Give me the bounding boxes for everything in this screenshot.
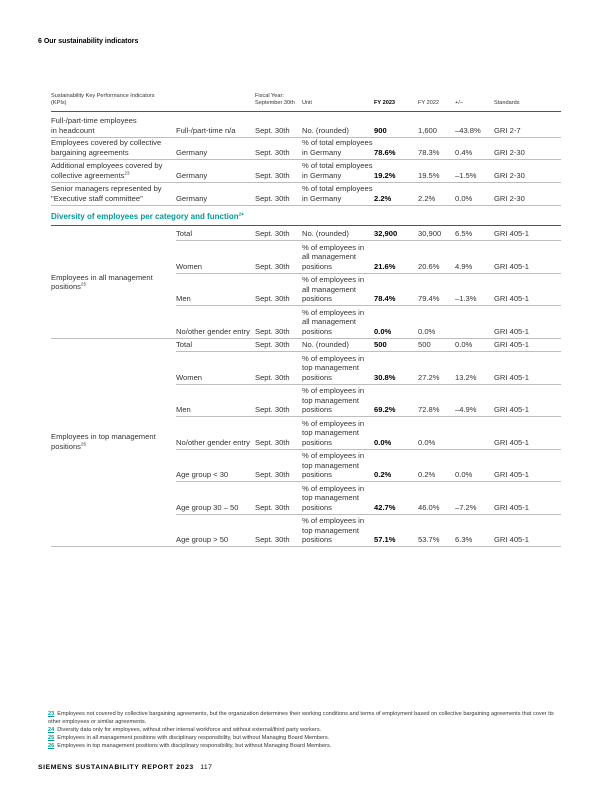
- category-cell: Germany: [176, 170, 208, 180]
- footnote-text: Employees in all management positions with disciplinary responsibility, but without Managing Board Members.: [57, 735, 330, 741]
- footnote-number: 23: [48, 711, 55, 717]
- row-divider: [176, 240, 561, 241]
- text-line: all management: [302, 252, 357, 261]
- group-label-text: Employees in top management positions: [51, 432, 156, 451]
- text-line: Fiscal Year:: [255, 93, 284, 99]
- footnote-text: Diversity data only for employees, without other internal workforce and without external/third party workers.: [57, 727, 322, 733]
- fy2022-value: 30,900: [418, 229, 442, 238]
- change-value: 0.0%: [455, 340, 473, 349]
- fy2022-value: 19.5%: [418, 170, 440, 180]
- change-value: –1.3%: [455, 294, 477, 303]
- change-value: 0.4%: [455, 147, 473, 157]
- standard-cell: GRI 405-1: [494, 229, 530, 238]
- diversity-section-title: [51, 212, 244, 221]
- group-divider: [51, 338, 561, 339]
- text-line: % of employees in: [302, 242, 365, 252]
- text-line: positions: [302, 502, 332, 512]
- text-line: Additional employees covered by: [51, 161, 163, 170]
- fy2023-value: 78.6%: [374, 147, 396, 157]
- standard-cell: GRI 405-1: [494, 261, 530, 271]
- footnote-ref: 24: [238, 211, 244, 217]
- text-line: % of employees in: [302, 418, 365, 428]
- text-line: September 30th: [255, 100, 295, 106]
- category-cell: Total: [176, 229, 193, 238]
- category-cell: Germany: [176, 147, 208, 157]
- footnote-ref: 23: [124, 169, 130, 175]
- category-cell: Germany: [176, 193, 208, 203]
- fy2022-value: 2.2%: [418, 193, 436, 203]
- standards-header: Standards: [494, 100, 520, 106]
- unit-cell: [302, 451, 364, 480]
- text-line: top management: [302, 460, 359, 470]
- standard-cell: GRI 405-1: [494, 405, 530, 414]
- row-divider: [176, 449, 561, 450]
- standard-cell: GRI 2-30: [494, 193, 525, 203]
- standard-cell: GRI 405-1: [494, 340, 530, 349]
- category-cell: No/other gender entry: [176, 326, 250, 336]
- group-divider: [51, 546, 561, 547]
- fy2022-value: 72.8%: [418, 405, 440, 414]
- date-cell: Sept. 30th: [255, 405, 290, 414]
- date-cell: Sept. 30th: [255, 502, 290, 512]
- kpi-label: [51, 116, 137, 135]
- change-value: –43.8%: [455, 125, 481, 135]
- fy2022-value: 0.2%: [418, 470, 436, 479]
- fy2023-value: 0.2%: [374, 470, 392, 479]
- footer: [38, 764, 212, 771]
- unit-cell: [302, 308, 364, 337]
- fy2022-value: 27.2%: [418, 372, 440, 382]
- fy2022-value: 20.6%: [418, 261, 440, 271]
- date-cell: Sept. 30th: [255, 147, 290, 157]
- date-cell: Sept. 30th: [255, 326, 290, 336]
- standard-cell: GRI 405-1: [494, 535, 530, 544]
- text-line: collective agreements: [51, 170, 125, 180]
- unit-cell: [302, 138, 373, 157]
- fy2023-value: 500: [374, 340, 387, 349]
- category-cell: Men: [176, 405, 191, 414]
- date-cell: Sept. 30th: [255, 437, 290, 447]
- date-cell: Sept. 30th: [255, 535, 290, 544]
- text-line: top management: [302, 493, 359, 502]
- category-cell: Full-/part-time n/a: [176, 125, 236, 135]
- unit-header: Unit: [302, 100, 312, 106]
- fy2023-value: 21.6%: [374, 261, 396, 271]
- date-cell: Sept. 30th: [255, 193, 290, 203]
- date-cell: Sept. 30th: [255, 372, 290, 382]
- category-cell: Age group > 50: [176, 535, 229, 544]
- group-label-text: Employees in all management positions: [51, 272, 153, 291]
- category-cell: Age group 30 – 50: [176, 502, 239, 512]
- change-value: 0.0%: [455, 193, 473, 203]
- header-divider: [51, 111, 561, 112]
- change-value: 4.9%: [455, 261, 473, 271]
- text-line: % of employees in: [302, 353, 365, 363]
- fy2023-value: 2.2%: [374, 193, 392, 203]
- fy2022-value: 79.4%: [418, 294, 440, 303]
- text-line: in Germany: [302, 147, 342, 157]
- page-number: 117: [200, 764, 213, 771]
- text-line: positions: [302, 405, 332, 414]
- date-cell: Sept. 30th: [255, 261, 290, 271]
- text-line: in Germany: [302, 193, 342, 203]
- diversity-title-text: Diversity of employees per category and function: [51, 212, 239, 221]
- text-line: Employees covered by collective: [51, 138, 162, 147]
- unit-cell: [302, 516, 364, 545]
- text-line: "Executive staff committee": [51, 193, 143, 203]
- standard-cell: GRI 2-30: [494, 170, 525, 180]
- unit-cell: [302, 184, 373, 203]
- fy2023-value: 30.8%: [374, 372, 396, 382]
- fy2022-value: 0.0%: [418, 437, 436, 447]
- fy2022-value: 78.3%: [418, 147, 440, 157]
- change-value: 0.0%: [455, 470, 473, 479]
- fy2022-value: 46.0%: [418, 502, 440, 512]
- text-line: top management: [302, 428, 359, 437]
- standard-cell: GRI 405-1: [494, 437, 530, 447]
- footnote: [48, 727, 568, 735]
- standard-cell: GRI 405-1: [494, 326, 530, 336]
- footnote-number: 26: [48, 743, 55, 749]
- group-label: [51, 432, 169, 451]
- footnote: [48, 735, 568, 743]
- standard-cell: GRI 405-1: [494, 470, 530, 479]
- unit-cell: [302, 484, 364, 513]
- fy2023-value: 0.0%: [374, 326, 392, 336]
- fy2022-value: 1,600: [418, 125, 438, 135]
- text-line: top management: [302, 525, 359, 535]
- fiscal-year-header: [255, 93, 295, 107]
- unit-cell: [302, 161, 373, 180]
- text-line: positions: [302, 470, 332, 479]
- section-title: 6 Our sustainability indicators: [38, 38, 139, 45]
- row-divider: [51, 159, 561, 160]
- text-line: top management: [302, 395, 359, 405]
- unit-cell: [302, 243, 364, 272]
- footnote-ref: 26: [80, 441, 86, 447]
- change-value: –1.5%: [455, 170, 477, 180]
- change-value: 13.2%: [455, 372, 477, 382]
- category-cell: Age group < 30: [176, 470, 229, 479]
- unit-cell: [302, 126, 349, 136]
- standard-cell: GRI 405-1: [494, 502, 530, 512]
- change-value: 6.3%: [455, 535, 473, 544]
- unit-cell: [302, 340, 349, 350]
- text-line: No. (rounded): [302, 125, 349, 135]
- text-line: positions: [302, 535, 332, 544]
- standard-cell: GRI 2-30: [494, 147, 525, 157]
- group-label: [51, 273, 169, 292]
- footnote: [48, 711, 568, 726]
- text-line: Senior managers represented by: [51, 184, 162, 193]
- text-line: positions: [302, 326, 332, 336]
- text-line: positions: [302, 294, 332, 303]
- footnote-number: 24: [48, 727, 55, 733]
- unit-cell: [302, 275, 364, 304]
- text-line: Sustainability Key Performance Indicators: [51, 93, 155, 99]
- row-divider: [176, 273, 561, 274]
- date-cell: Sept. 30th: [255, 170, 290, 180]
- row-divider: [176, 351, 561, 352]
- category-cell: Women: [176, 261, 203, 271]
- row-divider: [176, 514, 561, 515]
- footnote-text: Employees in top management positions with disciplinary responsibility, but without Managing Board Members.: [57, 743, 332, 749]
- category-cell: Men: [176, 294, 191, 303]
- text-line: in headcount: [51, 125, 95, 135]
- text-line: in Germany: [302, 170, 342, 180]
- fy2022-value: 53.7%: [418, 535, 440, 544]
- fy2022-value: 500: [418, 340, 431, 349]
- text-line: % of total employees: [302, 184, 373, 193]
- text-line: % of employees in: [302, 307, 365, 317]
- text-line: % of total employees: [302, 138, 373, 147]
- date-cell: Sept. 30th: [255, 229, 290, 238]
- text-line: % of employees in: [302, 483, 365, 493]
- fy2023-value: 69.2%: [374, 405, 396, 414]
- fy2023-value: 900: [374, 125, 387, 135]
- row-divider: [176, 384, 561, 385]
- fy2023-value: 78.4%: [374, 294, 396, 303]
- date-cell: Sept. 30th: [255, 340, 290, 349]
- diversity-divider: [51, 225, 561, 226]
- text-line: Full-/part-time employees: [51, 116, 137, 125]
- text-line: top management: [302, 363, 359, 372]
- row-divider: [176, 305, 561, 306]
- text-line: No. (rounded): [302, 229, 349, 238]
- row-divider: [176, 416, 561, 417]
- unit-cell: [302, 419, 364, 448]
- fy2023-header: FY 2023: [374, 100, 396, 106]
- fy2022-value: 0.0%: [418, 326, 436, 336]
- text-line: positions: [302, 437, 332, 447]
- text-line: % of total employees: [302, 161, 373, 170]
- category-cell: Total: [176, 340, 193, 349]
- fy2023-value: 0.0%: [374, 437, 392, 447]
- unit-cell: [302, 386, 364, 415]
- standard-cell: GRI 2-7: [494, 125, 521, 135]
- text-line: % of employees in: [302, 451, 365, 460]
- row-divider: [51, 182, 561, 183]
- text-line: positions: [302, 261, 332, 271]
- fy2023-value: 32,900: [374, 229, 398, 238]
- fy2023-value: 19.2%: [374, 170, 396, 180]
- standard-cell: GRI 405-1: [494, 372, 530, 382]
- kpi-column-header: [51, 93, 155, 107]
- kpi-label: [51, 138, 161, 157]
- text-line: all management: [302, 317, 357, 326]
- footnote-text: Employees not covered by collective bargaining agreements, but the organization determines their working conditions and terms of employment based on collective bargaining agreements that cover its other employees or similar agreements.: [48, 711, 554, 725]
- change-value: –4.9%: [455, 405, 477, 414]
- unit-cell: [302, 229, 349, 239]
- text-line: % of employees in: [302, 386, 365, 395]
- text-line: % of employees in: [302, 516, 365, 525]
- change-value: 6.5%: [455, 229, 473, 238]
- date-cell: Sept. 30th: [255, 294, 290, 303]
- text-line: all management: [302, 284, 357, 294]
- text-line: positions: [302, 372, 332, 382]
- unit-cell: [302, 354, 364, 383]
- change-value: –7.2%: [455, 502, 477, 512]
- standard-cell: GRI 405-1: [494, 294, 530, 303]
- category-cell: No/other gender entry: [176, 437, 250, 447]
- row-divider: [176, 481, 561, 482]
- fy2022-header: FY 2022: [418, 100, 440, 106]
- footnote: [48, 743, 568, 751]
- fy2023-value: 57.1%: [374, 535, 396, 544]
- report-brand: SIEMENS SUSTAINABILITY REPORT 2023: [38, 764, 194, 771]
- text-line: % of employees in: [302, 275, 365, 284]
- text-line: (KPIs): [51, 100, 67, 106]
- date-cell: Sept. 30th: [255, 125, 290, 135]
- footnote-number: 25: [48, 735, 55, 741]
- footnote-ref: 25: [80, 281, 86, 287]
- fy2023-value: 42.7%: [374, 502, 396, 512]
- kpi-label: [51, 184, 162, 203]
- category-cell: Women: [176, 372, 203, 382]
- text-line: bargaining agreements: [51, 147, 129, 157]
- text-line: No. (rounded): [302, 340, 349, 349]
- date-cell: Sept. 30th: [255, 470, 290, 479]
- kpi-label: [51, 161, 162, 180]
- row-divider: [51, 205, 561, 206]
- change-header: +/–: [455, 100, 463, 106]
